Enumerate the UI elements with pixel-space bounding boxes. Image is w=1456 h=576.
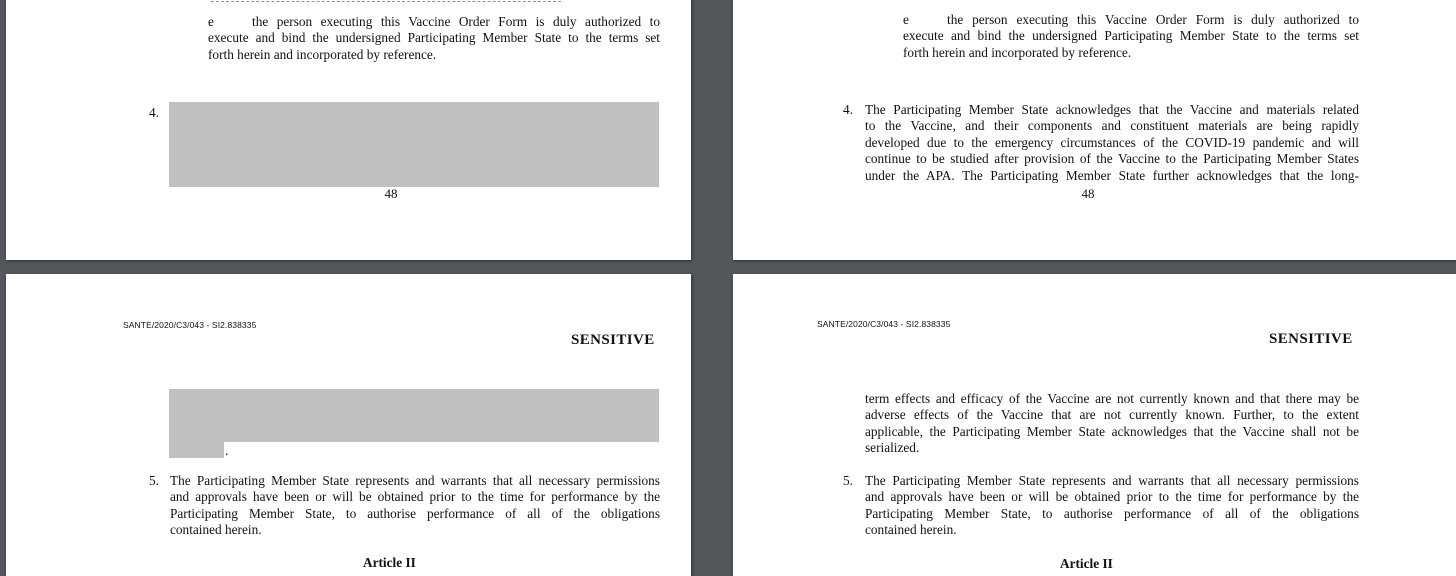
item-line: and approvals have been or will be obtained prior to the time for performance by the: [865, 489, 1359, 505]
redaction-trailing-period: .: [225, 443, 229, 458]
item-line: and approvals have been or will be obtained prior to the time for performance by the: [170, 489, 660, 505]
page-bottom-left[interactable]: [6, 274, 691, 576]
continuation-line: applicable, the Participating Member State acknowledges that the Vaccine shall not be: [865, 423, 1359, 439]
item-line: continue to be studied after provision of the Vaccine to the Participating Member States: [865, 151, 1359, 167]
clause-letter: e: [903, 12, 909, 27]
classification-label: SENSITIVE: [1269, 331, 1353, 347]
item-line: Participating Member State, to authorise performance of all of the obligations: [170, 505, 660, 521]
item-number: 4.: [843, 102, 853, 117]
clause-line: the person executing this Vaccine Order Form is duly authorized to: [252, 14, 660, 29]
clause-line: execute and bind the undersigned Participating Member State to the terms set: [903, 28, 1359, 44]
continuation-text: [865, 391, 1359, 457]
page-bottom-right[interactable]: [733, 274, 1456, 576]
item-line: Participating Member State, to authorise performance of all of the obligations: [865, 505, 1359, 521]
item-number: 5.: [843, 473, 853, 488]
page-top-left[interactable]: [6, 0, 691, 260]
document-reference-code: SANTE/2020/C3/043 - SI2.838335: [817, 319, 951, 329]
page-number: 48: [1081, 186, 1095, 201]
clause-text: [903, 12, 1359, 61]
item-line: contained herein.: [865, 522, 957, 538]
continuation-line: serialized.: [865, 440, 920, 456]
clause-line: forth herein and incorporated by reference.: [903, 44, 1132, 60]
item-line: The Participating Member State represents and warrants that all necessary permissions: [170, 473, 660, 488]
redaction-block: [169, 102, 659, 187]
item-line: contained herein.: [170, 522, 262, 538]
item-line: under the APA. The Participating Member State further acknowledges that the long-: [865, 167, 1359, 183]
document-reference-code: SANTE/2020/C3/043 - SI2.838335: [123, 320, 257, 330]
classification-label: SENSITIVE: [571, 332, 655, 348]
item-line: developed due to the emergency circumstances of the COVID-19 pandemic and will: [865, 134, 1359, 150]
redaction-block: [169, 389, 659, 442]
continuation-line: adverse effects of the Vaccine that are not currently known. Further, to the extent: [865, 407, 1359, 423]
item-line: to the Vaccine, and their components and constituent materials are being rapidly: [865, 118, 1359, 134]
clause-line: forth herein and incorporated by reference.: [208, 46, 437, 62]
item-text: [865, 102, 1359, 184]
item-number: 4.: [149, 105, 159, 120]
item-text: [170, 473, 660, 539]
article-heading: Article II: [1060, 556, 1113, 571]
item-line: The Participating Member State acknowledges that the Vaccine and materials related: [865, 102, 1359, 117]
clause-letter: e: [208, 14, 214, 29]
item-line: The Participating Member State represents and warrants that all necessary permissions: [865, 473, 1359, 488]
continuation-line: term effects and efficacy of the Vaccine are not currently known and that there may be: [865, 391, 1359, 406]
article-heading: Article II: [363, 555, 416, 570]
page-top-right[interactable]: [733, 0, 1456, 260]
clause-line: the person executing this Vaccine Order Form is duly authorized to: [947, 12, 1359, 27]
redaction-block-tail: [169, 440, 224, 458]
item-text: [865, 473, 1359, 539]
cut-off-previous-line: [211, 1, 561, 3]
item-number: 5.: [149, 473, 159, 488]
clause-text: [208, 14, 660, 63]
clause-line: execute and bind the undersigned Participating Member State to the terms set: [208, 30, 660, 46]
page-number: 48: [384, 186, 398, 201]
